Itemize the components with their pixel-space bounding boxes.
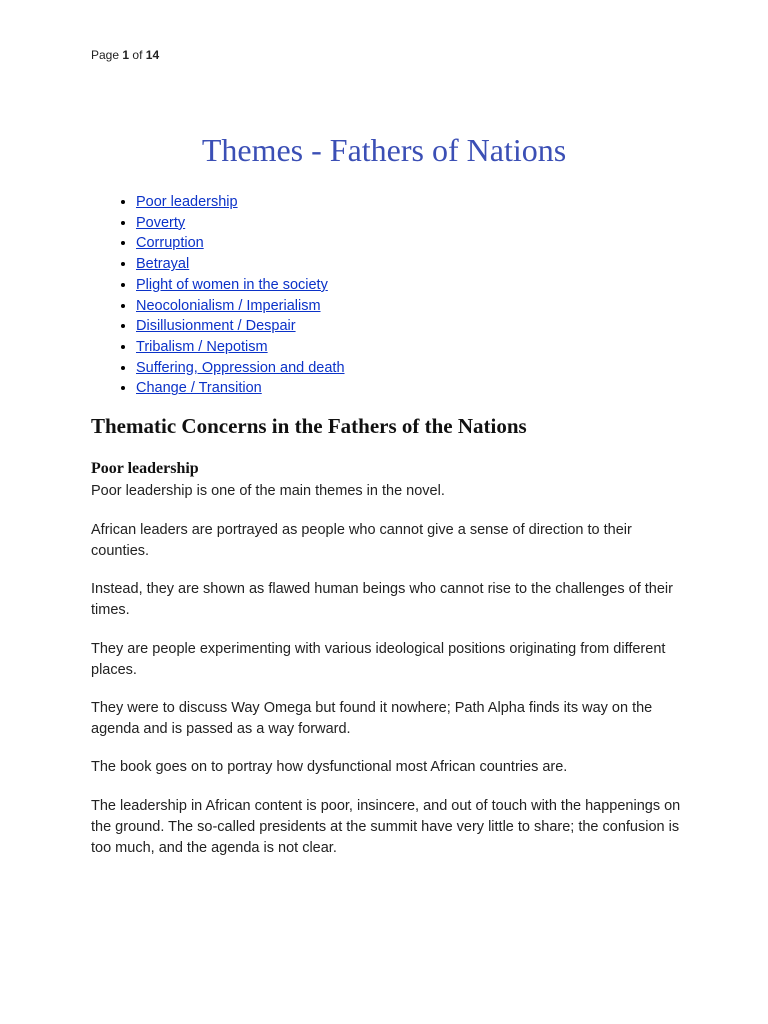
list-item	[136, 233, 345, 254]
theme-link-change[interactable]: Change / Transition	[136, 380, 262, 397]
sub-heading: Poor leadership	[91, 460, 199, 477]
list-item	[136, 337, 345, 358]
theme-link-tribalism[interactable]: Tribalism / Nepotism	[136, 338, 268, 355]
document-title: Themes - Fathers of Nations	[201, 132, 567, 168]
section-heading: Thematic Concerns in the Fathers of the Nations	[91, 414, 527, 438]
list-item	[136, 275, 345, 296]
total-pages: 14	[145, 48, 160, 62]
paragraph: The book goes on to portray how dysfunctional most African countries are.	[91, 759, 568, 775]
paragraph: They are people experimenting with various ideological positions originating from different places.	[91, 641, 666, 678]
list-item	[136, 254, 345, 275]
list-item	[136, 213, 345, 234]
theme-link-disillusionment[interactable]: Disillusionment / Despair	[136, 318, 296, 335]
paragraph: They were to discuss Way Omega but found it nowhere; Path Alpha finds its way on the agenda and is passed as a way forward.	[91, 700, 653, 737]
theme-link-plight-of-women[interactable]: Plight of women in the society	[136, 276, 328, 293]
paragraph: Poor leadership is one of the main themes in the novel.	[91, 483, 445, 499]
list-item	[136, 192, 345, 213]
theme-link-neocolonialism[interactable]: Neocolonialism / Imperialism	[136, 297, 321, 314]
list-item	[136, 316, 345, 337]
theme-link-suffering[interactable]: Suffering, Oppression and death	[136, 359, 345, 376]
list-item	[136, 378, 345, 399]
paragraph: The leadership in African content is poor, insincere, and out of touch with the happenings on the ground. The so-called presidents at the summit have very little to share; the confusion is too much, and the agenda is not clear.	[91, 798, 681, 856]
page-separator: of	[132, 48, 143, 62]
paragraph: Instead, they are shown as flawed human beings who cannot rise to the challenges of their times.	[91, 581, 673, 618]
page-prefix: Page	[91, 48, 120, 62]
list-item	[136, 296, 345, 317]
list-item	[136, 358, 345, 379]
theme-link-poverty[interactable]: Poverty	[136, 214, 186, 231]
theme-link-betrayal[interactable]: Betrayal	[136, 256, 190, 273]
theme-link-list	[112, 192, 345, 399]
current-page: 1	[122, 48, 130, 62]
theme-link-poor-leadership[interactable]: Poor leadership	[136, 194, 238, 210]
theme-link-corruption[interactable]: Corruption	[136, 235, 204, 252]
paragraph: African leaders are portrayed as people who cannot give a sense of direction to their counties.	[91, 522, 632, 559]
page-number	[91, 48, 159, 62]
